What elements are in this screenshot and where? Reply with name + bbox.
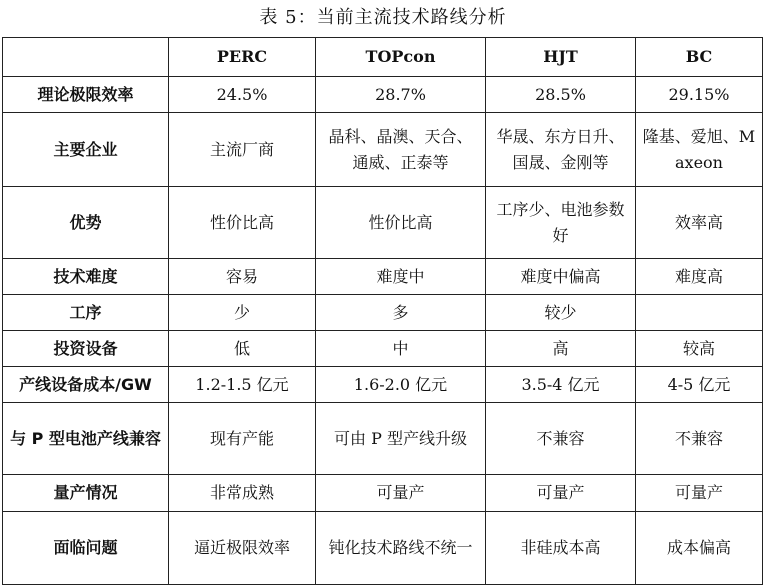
header-cell-perc: PERC xyxy=(169,38,316,77)
table-cell: 少 xyxy=(169,295,316,331)
header-row xyxy=(3,38,763,77)
table-cell: 可由 P 型产线升级 xyxy=(316,403,486,475)
table-row xyxy=(3,475,763,512)
table-cell: 28.5% xyxy=(486,77,636,113)
table-cell: 钝化技术路线不统一 xyxy=(316,512,486,585)
table-cell: 难度高 xyxy=(636,259,763,295)
row-label: 主要企业 xyxy=(3,113,169,187)
table-cell: 主流厂商 xyxy=(169,113,316,187)
row-label: 投资设备 xyxy=(3,331,169,367)
table-cell: 多 xyxy=(316,295,486,331)
table-cell: 1.2-1.5 亿元 xyxy=(169,367,316,403)
table-row xyxy=(3,403,763,475)
table-cell: 隆基、爱旭、Maxeon xyxy=(636,113,763,187)
table-cell: 可量产 xyxy=(486,475,636,512)
row-label: 优势 xyxy=(3,187,169,259)
table-cell: 非硅成本高 xyxy=(486,512,636,585)
row-label: 量产情况 xyxy=(3,475,169,512)
table-cell: 29.15% xyxy=(636,77,763,113)
table-row xyxy=(3,187,763,259)
header-cell-bc: BC xyxy=(636,38,763,77)
table-row xyxy=(3,367,763,403)
table-cell: 晶科、晶澳、天合、通威、正泰等 xyxy=(316,113,486,187)
table-cell: 可量产 xyxy=(316,475,486,512)
table-cell: 逼近极限效率 xyxy=(169,512,316,585)
table-cell: 工序少、电池参数好 xyxy=(486,187,636,259)
header-cell-topcon: TOPcon xyxy=(316,38,486,77)
row-label: 理论极限效率 xyxy=(3,77,169,113)
table-cell xyxy=(636,295,763,331)
row-label: 工序 xyxy=(3,295,169,331)
table-cell: 不兼容 xyxy=(486,403,636,475)
table-cell: 性价比高 xyxy=(169,187,316,259)
table-row xyxy=(3,113,763,187)
table-cell: 1.6-2.0 亿元 xyxy=(316,367,486,403)
table-row xyxy=(3,259,763,295)
table-row xyxy=(3,331,763,367)
table-cell: 华晟、东方日升、国晟、金刚等 xyxy=(486,113,636,187)
table-cell: 难度中 xyxy=(316,259,486,295)
header-cell-corner xyxy=(3,38,169,77)
table-cell: 4-5 亿元 xyxy=(636,367,763,403)
table-cell: 现有产能 xyxy=(169,403,316,475)
row-label: 与 P 型电池产线兼容 xyxy=(3,403,169,475)
table-cell: 24.5% xyxy=(169,77,316,113)
table-cell: 难度中偏高 xyxy=(486,259,636,295)
table-cell: 较高 xyxy=(636,331,763,367)
table-cell: 较少 xyxy=(486,295,636,331)
table-row xyxy=(3,512,763,585)
table-cell: 成本偏高 xyxy=(636,512,763,585)
table-cell: 非常成熟 xyxy=(169,475,316,512)
table-cell: 28.7% xyxy=(316,77,486,113)
table-cell: 中 xyxy=(316,331,486,367)
table-cell: 性价比高 xyxy=(316,187,486,259)
table-row xyxy=(3,77,763,113)
table-cell: 效率高 xyxy=(636,187,763,259)
row-label: 产线设备成本/GW xyxy=(3,367,169,403)
row-label: 面临问题 xyxy=(3,512,169,585)
table-cell: 可量产 xyxy=(636,475,763,512)
header-cell-hjt: HJT xyxy=(486,38,636,77)
table-cell: 高 xyxy=(486,331,636,367)
table-row xyxy=(3,295,763,331)
table-cell: 3.5-4 亿元 xyxy=(486,367,636,403)
table-cell: 容易 xyxy=(169,259,316,295)
table-cell: 低 xyxy=(169,331,316,367)
table-caption: 表 5：当前主流技术路线分析 xyxy=(259,7,507,28)
table-cell: 不兼容 xyxy=(636,403,763,475)
technology-comparison-table xyxy=(2,37,763,585)
row-label: 技术难度 xyxy=(3,259,169,295)
